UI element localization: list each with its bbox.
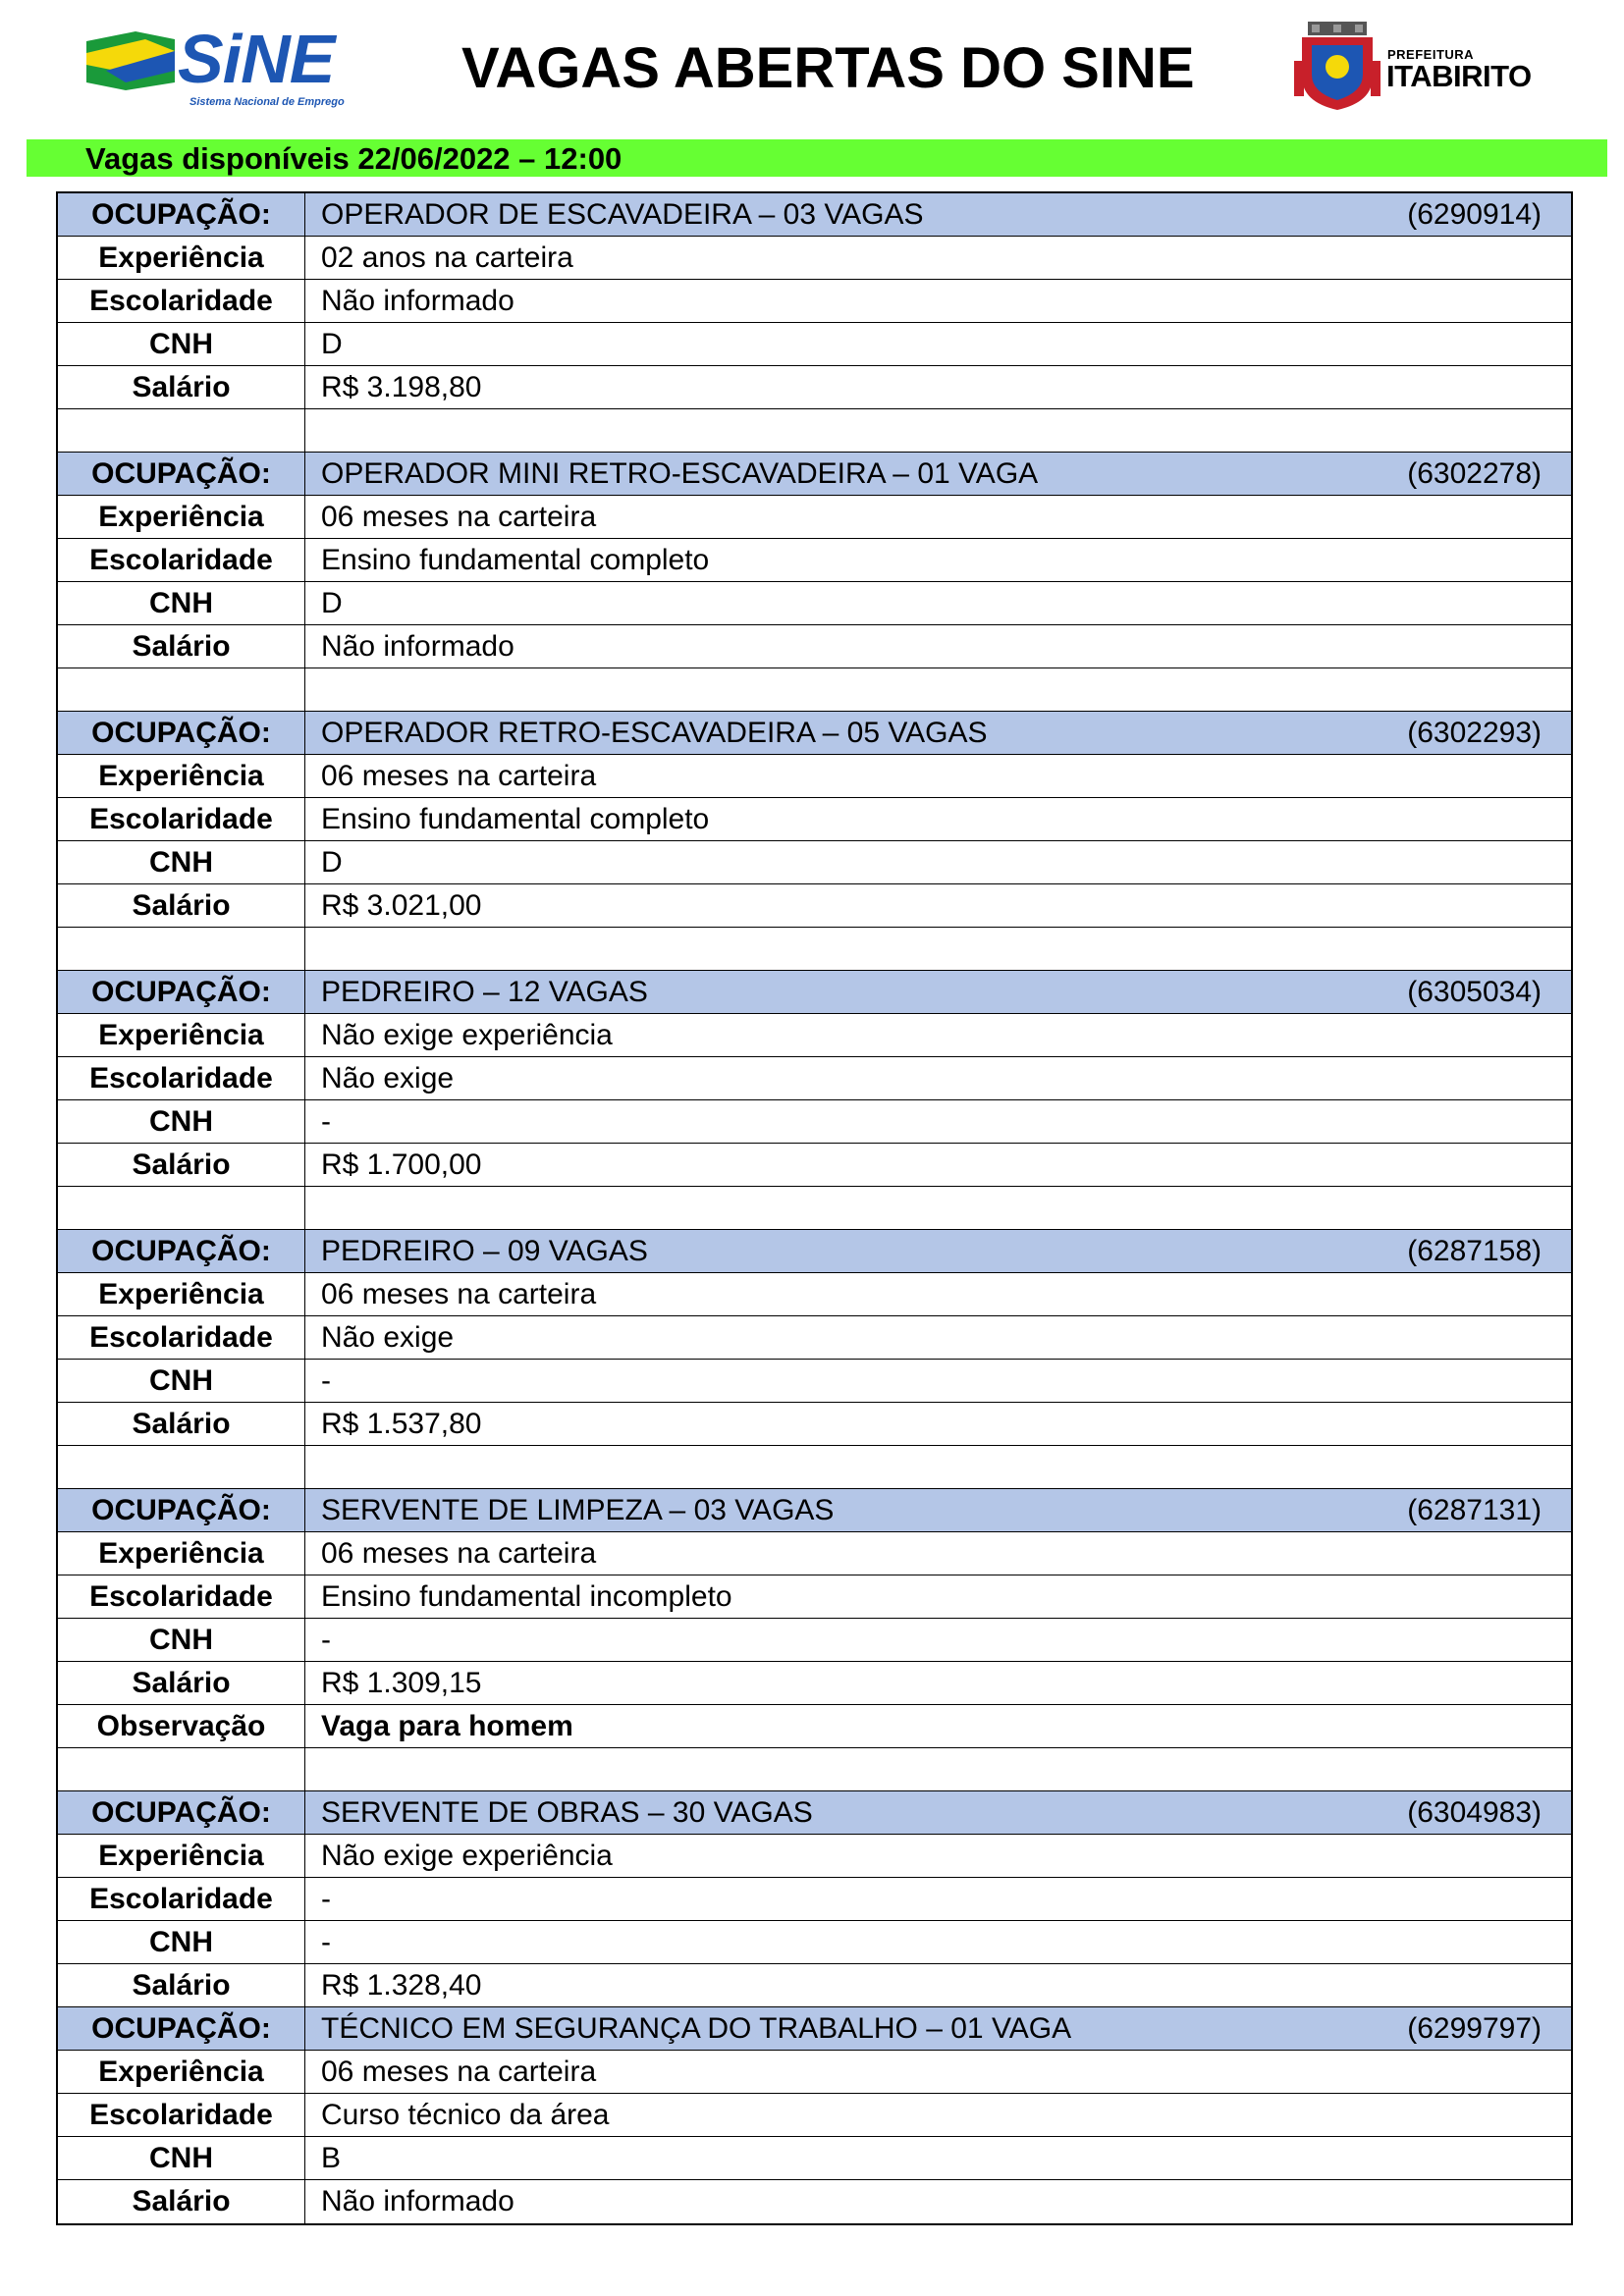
education-value: Ensino fundamental incompleto [321,1579,732,1613]
education-value: Curso técnico da área [321,2098,610,2131]
education-row [58,1057,1571,1100]
job-code: (6304983) [1407,1795,1542,1829]
experience-label: Experiência [58,1273,305,1315]
experience-label: Experiência [58,1835,305,1877]
row-value-cell [305,1403,1571,1445]
occupation-label: OCUPAÇÃO: [58,453,305,495]
job-title: SERVENTE DE OBRAS – 30 VAGAS [321,1795,813,1829]
job-title: OPERADOR RETRO-ESCAVADEIRA – 05 VAGAS [321,716,988,749]
salary-label: Salário [58,1964,305,2006]
sine-wordmark: SiNE [178,21,335,97]
row-value-cell [305,1057,1571,1099]
salary-value: R$ 1.309,15 [321,1666,482,1699]
occupation-row [58,1791,1571,1835]
license-row [58,2137,1571,2180]
row-value-cell [305,2137,1571,2179]
occupation-label: OCUPAÇÃO: [58,1489,305,1531]
license-row [58,1360,1571,1403]
license-label: CNH [58,1921,305,1963]
license-label: CNH [58,1100,305,1143]
row-value-cell [305,1964,1571,2006]
license-label: CNH [58,1360,305,1402]
sine-subtitle: Sistema Nacional de Emprego [189,96,345,108]
license-row [58,1921,1571,1964]
experience-label: Experiência [58,755,305,797]
sine-flag-icon [86,31,175,90]
salary-row [58,1662,1571,1705]
experience-value: 06 meses na carteira [321,500,597,533]
experience-label: Experiência [58,237,305,279]
row-value-cell [305,841,1571,883]
spacer-cell [58,668,305,711]
salary-label: Salário [58,884,305,927]
education-row [58,539,1571,582]
occupation-row [58,193,1571,237]
salary-value: R$ 1.537,80 [321,1407,482,1440]
row-value-cell [305,712,1571,754]
row-value-cell [305,193,1571,236]
page-header [0,0,1624,133]
education-label: Escolaridade [58,280,305,322]
occupation-label: OCUPAÇÃO: [58,1230,305,1272]
experience-value: 06 meses na carteira [321,759,597,792]
license-value: D [321,327,343,360]
occupation-label: OCUPAÇÃO: [58,712,305,754]
salary-value: Não informado [321,2185,514,2217]
license-label: CNH [58,323,305,365]
experience-value: Não exige experiência [321,1839,613,1872]
experience-label: Experiência [58,2051,305,2093]
job-code: (6299797) [1407,2011,1542,2045]
education-row [58,798,1571,841]
experience-label: Experiência [58,496,305,538]
salary-row [58,366,1571,409]
row-value-cell [305,2051,1571,2093]
license-value: - [321,1925,331,1958]
row-value-cell [305,1835,1571,1877]
row-value-cell [305,1705,1571,1747]
spacer-cell [58,1446,305,1488]
spacer-row [58,928,1571,971]
row-value-cell [305,971,1571,1013]
row-value-cell [305,582,1571,624]
education-value: Não informado [321,284,514,317]
row-value-cell [305,625,1571,667]
experience-row [58,496,1571,539]
row-value-cell [305,884,1571,927]
row-value-cell [305,1144,1571,1186]
jobs-table [56,191,1573,2225]
note-label: Observação [58,1705,305,1747]
salary-label: Salário [58,2180,305,2223]
spacer-row [58,409,1571,453]
occupation-label: OCUPAÇÃO: [58,1791,305,1834]
license-label: CNH [58,2137,305,2179]
row-value-cell [305,323,1571,365]
salary-row [58,625,1571,668]
license-row [58,323,1571,366]
row-value-cell [305,1878,1571,1920]
note-value: Vaga para homem [321,1709,573,1742]
experience-row [58,1273,1571,1316]
salary-label: Salário [58,625,305,667]
row-value-cell [305,1230,1571,1272]
salary-value: R$ 3.198,80 [321,370,482,403]
job-code: (6290914) [1407,197,1542,231]
experience-value: 06 meses na carteira [321,1277,597,1310]
experience-value: Não exige experiência [321,1018,613,1051]
salary-label: Salário [58,1144,305,1186]
education-row [58,1316,1571,1360]
license-row [58,1619,1571,1662]
spacer-cell [58,928,305,970]
job-code: (6305034) [1407,975,1542,1008]
education-value: Não exige [321,1320,455,1354]
row-value-cell [305,755,1571,797]
experience-row [58,1014,1571,1057]
row-value-cell [305,237,1571,279]
education-row [58,1878,1571,1921]
job-code: (6302293) [1407,716,1542,749]
row-value-cell [305,1575,1571,1618]
education-label: Escolaridade [58,1316,305,1359]
job-code: (6287131) [1407,1493,1542,1526]
license-label: CNH [58,582,305,624]
occupation-row [58,1489,1571,1532]
row-value-cell [305,409,1571,452]
city-name: ITABIRITO [1386,59,1532,93]
note-row [58,1705,1571,1748]
row-value-cell [305,798,1571,840]
job-title: SERVENTE DE LIMPEZA – 03 VAGAS [321,1493,835,1526]
row-value-cell [305,1748,1571,1790]
salary-value: R$ 1.700,00 [321,1148,482,1181]
row-value-cell [305,1662,1571,1704]
occupation-label: OCUPAÇÃO: [58,2007,305,2050]
license-value: D [321,586,343,619]
education-label: Escolaridade [58,798,305,840]
education-label: Escolaridade [58,1575,305,1618]
row-value-cell [305,668,1571,711]
row-value-cell [305,1532,1571,1575]
education-label: Escolaridade [58,2094,305,2136]
experience-label: Experiência [58,1532,305,1575]
row-value-cell [305,1360,1571,1402]
row-value-cell [305,2007,1571,2050]
row-value-cell [305,453,1571,495]
license-label: CNH [58,1619,305,1661]
spacer-row [58,1187,1571,1230]
occupation-row [58,712,1571,755]
license-label: CNH [58,841,305,883]
spacer-cell [58,409,305,452]
occupation-label: OCUPAÇÃO: [58,971,305,1013]
row-value-cell [305,280,1571,322]
education-row [58,1575,1571,1619]
row-value-cell [305,1273,1571,1315]
experience-row [58,1532,1571,1575]
experience-row [58,237,1571,280]
experience-row [58,2051,1571,2094]
row-value-cell [305,1187,1571,1229]
spacer-cell [58,1748,305,1790]
row-value-cell [305,1489,1571,1531]
salary-row [58,884,1571,928]
prefeitura-label: PREFEITURA [1387,47,1475,62]
salary-label: Salário [58,1403,305,1445]
experience-value: 06 meses na carteira [321,2055,597,2088]
education-value: - [321,1882,331,1915]
row-value-cell [305,1014,1571,1056]
job-code: (6287158) [1407,1234,1542,1267]
row-value-cell [305,1316,1571,1359]
salary-row [58,1144,1571,1187]
license-value: - [321,1623,331,1656]
salary-value: R$ 1.328,40 [321,1968,482,2002]
spacer-row [58,1446,1571,1489]
salary-label: Salário [58,366,305,408]
occupation-row [58,2007,1571,2051]
prefeitura-logo [1294,22,1540,120]
occupation-row [58,1230,1571,1273]
education-value: Ensino fundamental completo [321,802,710,835]
job-title: OPERADOR DE ESCAVADEIRA – 03 VAGAS [321,197,924,231]
experience-label: Experiência [58,1014,305,1056]
date-banner-text: Vagas disponíveis 22/06/2022 – 12:00 [85,141,623,176]
job-code: (6302278) [1407,456,1542,490]
job-title: PEDREIRO – 12 VAGAS [321,975,648,1008]
salary-row [58,2180,1571,2223]
education-value: Ensino fundamental completo [321,543,710,576]
date-banner [27,139,1607,177]
sine-logo [86,21,361,114]
row-value-cell [305,366,1571,408]
row-value-cell [305,539,1571,581]
experience-row [58,1835,1571,1878]
education-label: Escolaridade [58,1057,305,1099]
license-row [58,582,1571,625]
row-value-cell [305,1446,1571,1488]
row-value-cell [305,1791,1571,1834]
education-value: Não exige [321,1061,455,1095]
spacer-cell [58,1187,305,1229]
job-title: TÉCNICO EM SEGURANÇA DO TRABALHO – 01 VAGA [321,2011,1072,2045]
education-label: Escolaridade [58,539,305,581]
city-crest-icon [1294,22,1380,112]
experience-value: 02 anos na carteira [321,240,573,274]
education-row [58,2094,1571,2137]
experience-value: 06 meses na carteira [321,1536,597,1570]
spacer-row [58,1748,1571,1791]
row-value-cell [305,2094,1571,2136]
salary-row [58,1403,1571,1446]
row-value-cell [305,1619,1571,1661]
salary-value: Não informado [321,629,514,663]
license-value: D [321,845,343,879]
occupation-row [58,971,1571,1014]
spacer-row [58,668,1571,712]
experience-row [58,755,1571,798]
license-value: - [321,1104,331,1138]
education-label: Escolaridade [58,1878,305,1920]
row-value-cell [305,2180,1571,2223]
page-title: VAGAS ABERTAS DO SINE [461,36,1195,100]
license-row [58,1100,1571,1144]
license-row [58,841,1571,884]
license-value: B [321,2141,342,2174]
license-value: - [321,1363,331,1397]
salary-value: R$ 3.021,00 [321,888,482,922]
row-value-cell [305,1100,1571,1143]
row-value-cell [305,496,1571,538]
row-value-cell [305,1921,1571,1963]
occupation-row [58,453,1571,496]
job-title: PEDREIRO – 09 VAGAS [321,1234,648,1267]
occupation-label: OCUPAÇÃO: [58,193,305,236]
education-row [58,280,1571,323]
job-title: OPERADOR MINI RETRO-ESCAVADEIRA – 01 VAGA [321,456,1039,490]
salary-row [58,1964,1571,2007]
salary-label: Salário [58,1662,305,1704]
row-value-cell [305,928,1571,970]
